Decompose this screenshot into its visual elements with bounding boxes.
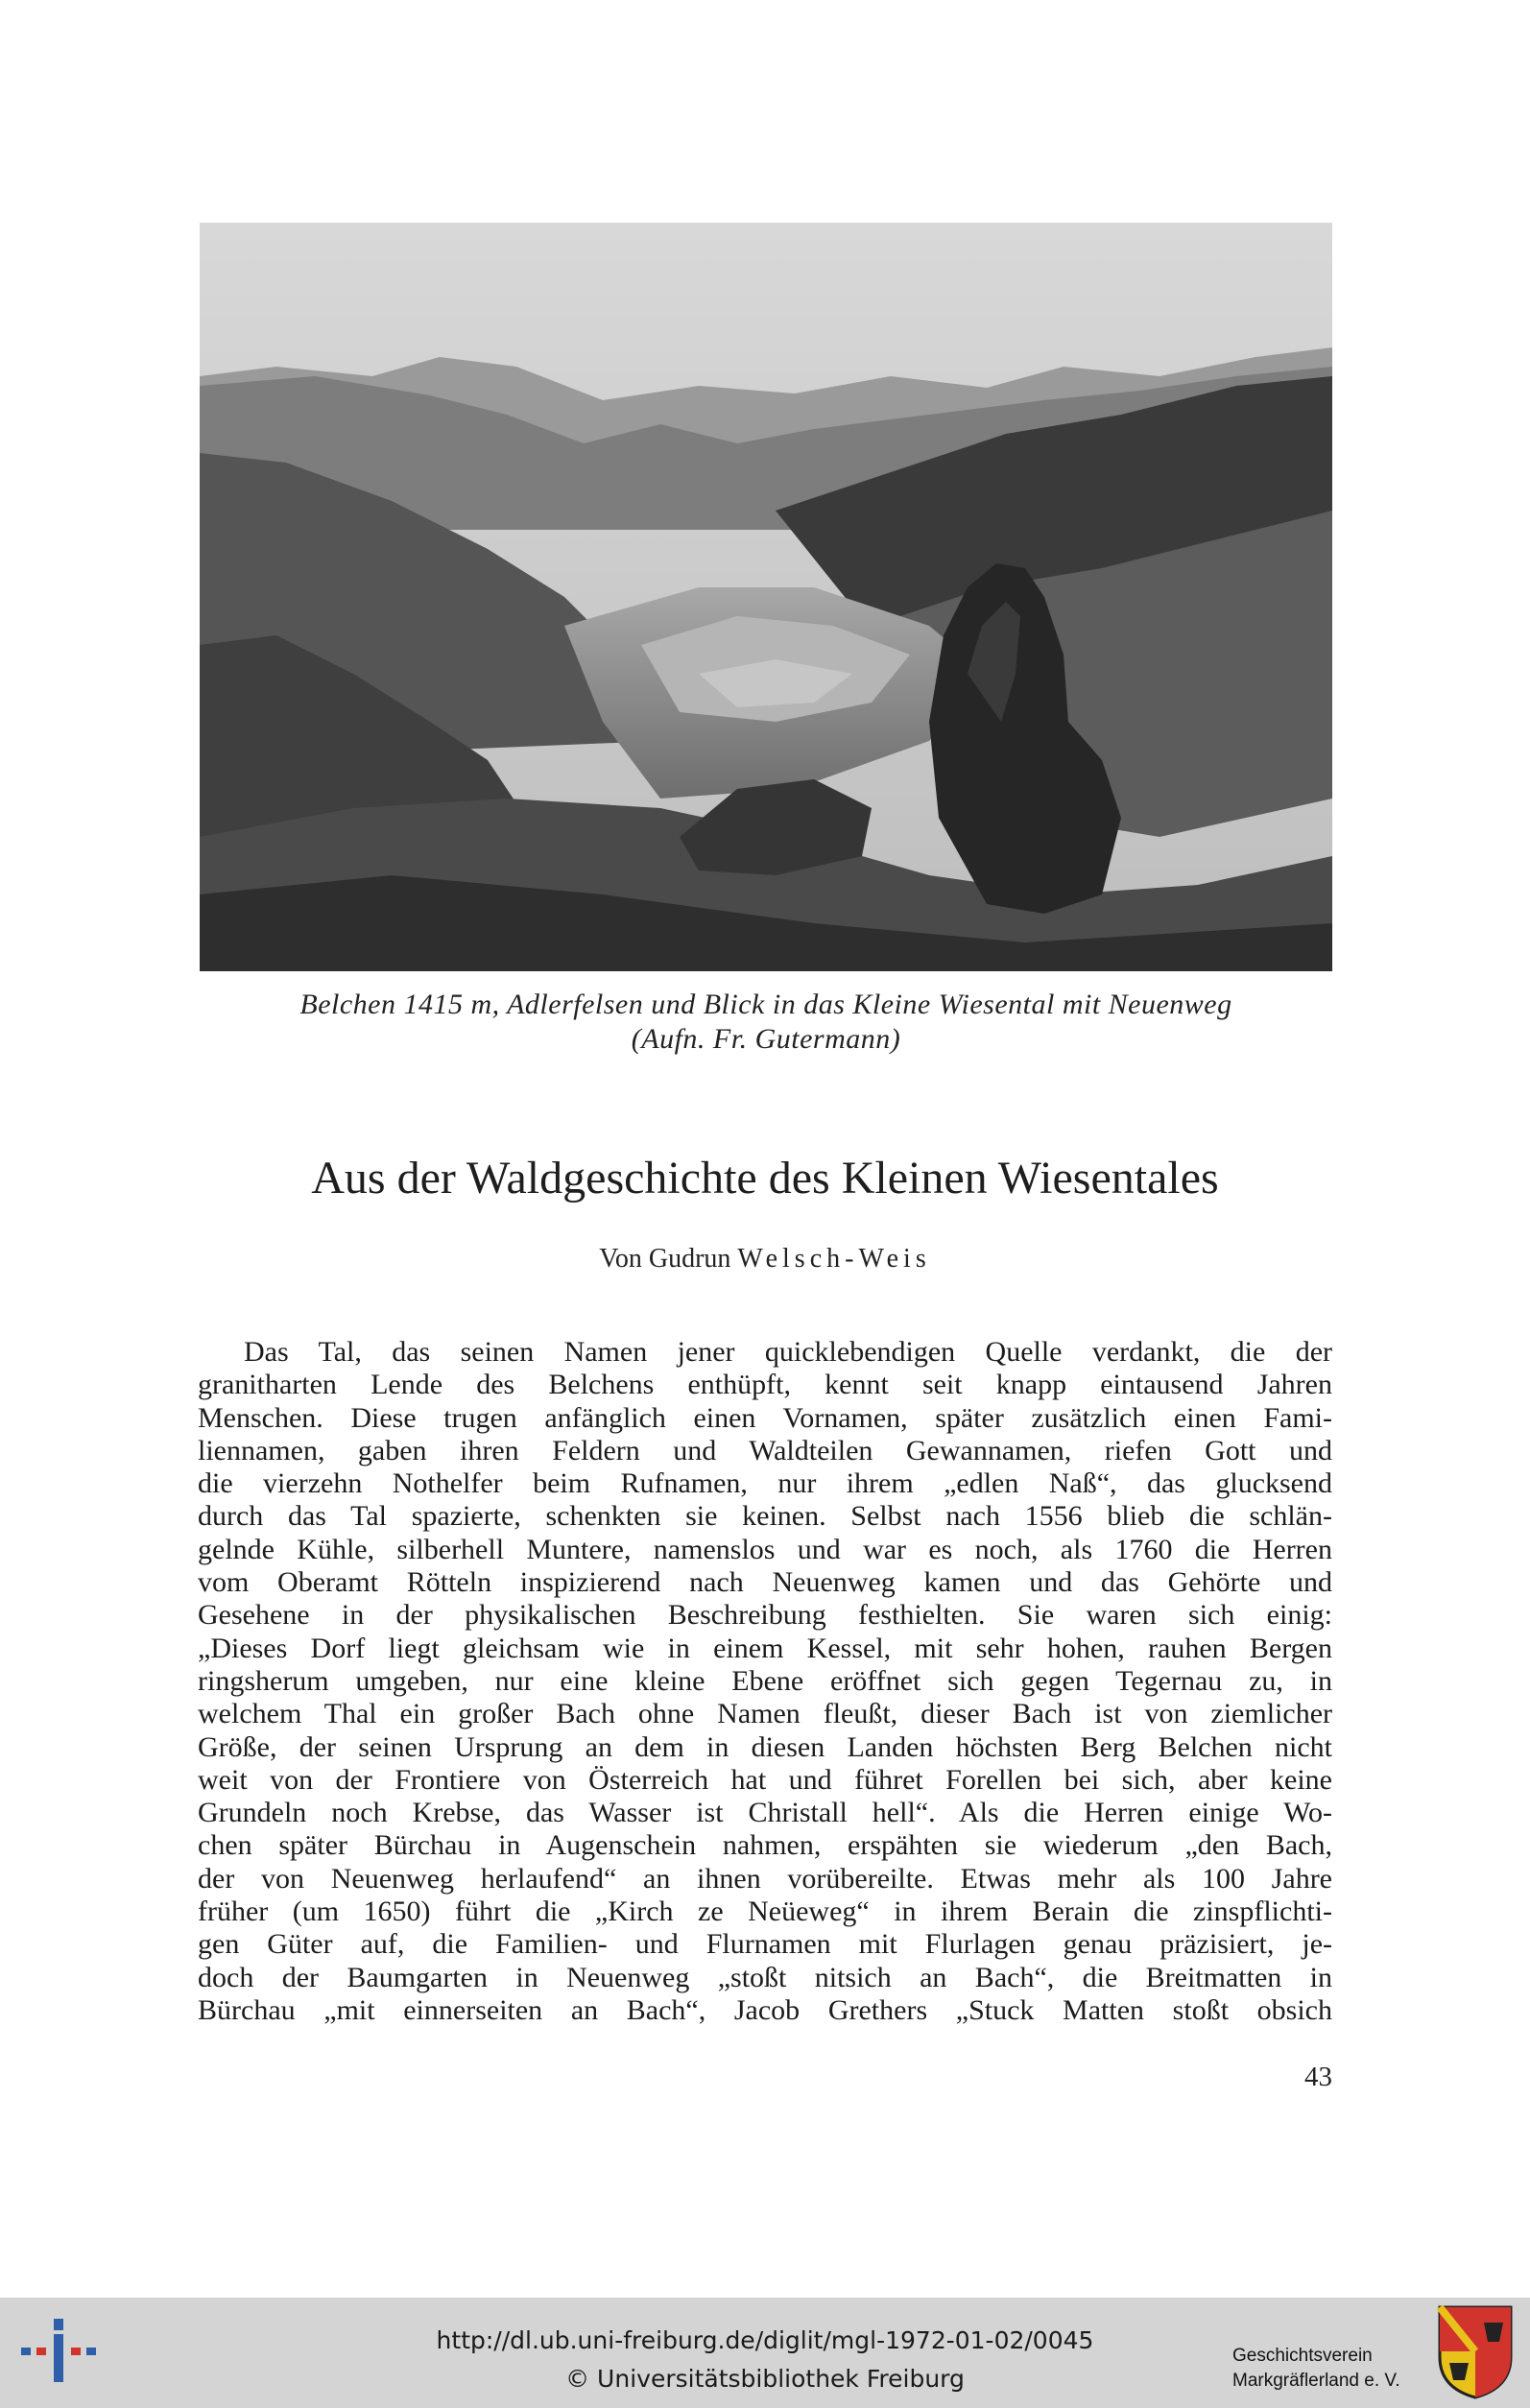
landscape-photo bbox=[200, 223, 1332, 971]
page-number: 43 bbox=[1304, 2062, 1332, 2092]
body-line: doch der Baumgarten in Neuenweg „stoßt nitsich an Bach“, die Breitmatten in bbox=[198, 1961, 1332, 1993]
article-body bbox=[198, 1336, 1332, 2027]
coat-of-arms-icon bbox=[1436, 2303, 1515, 2399]
body-line: Gesehene in der physikalischen Beschreibung festhielten. Sie waren sich einig: bbox=[198, 1599, 1332, 1632]
body-line: liennamen, gaben ihren Feldern und Waldteilen Gewannamen, riefen Gott und bbox=[198, 1434, 1332, 1466]
body-line: gelnde Kühle, silberhell Muntere, namenslos und war es noch, als 1760 die Herren bbox=[198, 1533, 1332, 1565]
body-line: Grundeln noch Krebse, das Wasser ist Christall hell“. Als die Herren einige Wo- bbox=[198, 1797, 1332, 1829]
body-line: chen später Bürchau in Augenschein nahmen, erspähten sie wiederum „den Bach, bbox=[198, 1829, 1332, 1862]
footer-copyright: © Universitätsbibliothek Freiburg bbox=[565, 2365, 965, 2393]
article-author bbox=[0, 1244, 1530, 1275]
body-line: Größe, der seinen Ursprung an dem in diesen Landen höchsten Berg Belchen nicht bbox=[198, 1730, 1332, 1763]
body-line: Das Tal, das seinen Namen jener quicklebendigen Quelle verdankt, die der bbox=[244, 1336, 1332, 1368]
body-line: „Dieses Dorf liegt gleichsam wie in einem Kessel, mit sehr hohen, rauhen Bergen bbox=[198, 1632, 1332, 1664]
body-line: Bürchau „mit einnerseiten an Bach“, Jacob Grethers „Stuck Matten stoßt obsich bbox=[198, 1993, 1332, 2026]
body-line: der von Neuenweg herlaufend“ an ihnen vorübereilte. Etwas mehr als 100 Jahre bbox=[198, 1862, 1332, 1895]
body-line: durch das Tal spazierte, schenkten sie keinen. Selbst nach 1556 blieb die schlän- bbox=[198, 1500, 1332, 1533]
photo-credit: (Aufn. Fr. Gutermann) bbox=[631, 1023, 901, 1055]
author-prefix: Von Gudrun bbox=[599, 1244, 731, 1274]
org-name-line2: Markgräflerland e. V. bbox=[1232, 2371, 1400, 2391]
body-line: Menschen. Diese trugen anfänglich einen Vornamen, später zusätzlich einen Fami- bbox=[198, 1401, 1332, 1434]
body-line: gen Güter auf, die Familien- und Flurnamen mit Flurlagen genau präzisiert, je- bbox=[198, 1928, 1332, 1961]
body-line: welchem Thal ein großer Bach ohne Namen fleußt, dieser Bach ist von ziemlicher bbox=[198, 1698, 1332, 1730]
author-name: Welsch-Weis bbox=[737, 1244, 931, 1274]
org-name-line1: Geschichtsverein bbox=[1232, 2346, 1373, 2366]
footer-url-link[interactable]: http://dl.ub.uni-freiburg.de/diglit/mgl-1972-01-02/0045 bbox=[436, 2326, 1094, 2354]
body-line: granitharten Lende des Belchens enthüpft, kennt seit knapp eintausend Jahren bbox=[198, 1369, 1332, 1401]
photo-caption: Belchen 1415 m, Adlerfelsen und Blick in das Kleine Wiesental mit Neuenweg bbox=[299, 989, 1232, 1020]
body-line: vom Oberamt Rötteln inspizierend nach Neuenweg kamen und das Gehörte und bbox=[198, 1566, 1332, 1599]
body-line: weit von der Frontiere von Österreich hat und führet Forellen bei sich, aber keine bbox=[198, 1763, 1332, 1796]
article-title: Aus der Waldgeschichte des Kleinen Wiesentales bbox=[311, 1153, 1219, 1204]
body-line: die vierzehn Nothelfer beim Rufnamen, nur ihrem „edlen Naß“, das glucksend bbox=[198, 1467, 1332, 1500]
body-line: ringsherum umgeben, nur eine kleine Ebene eröffnet sich gegen Tegernau zu, in bbox=[198, 1664, 1332, 1697]
footer-organization bbox=[1232, 2344, 1424, 2394]
body-line: früher (um 1650) führt die „Kirch ze Neüeweg“ in ihrem Berain die zinspflichti- bbox=[198, 1895, 1332, 1928]
